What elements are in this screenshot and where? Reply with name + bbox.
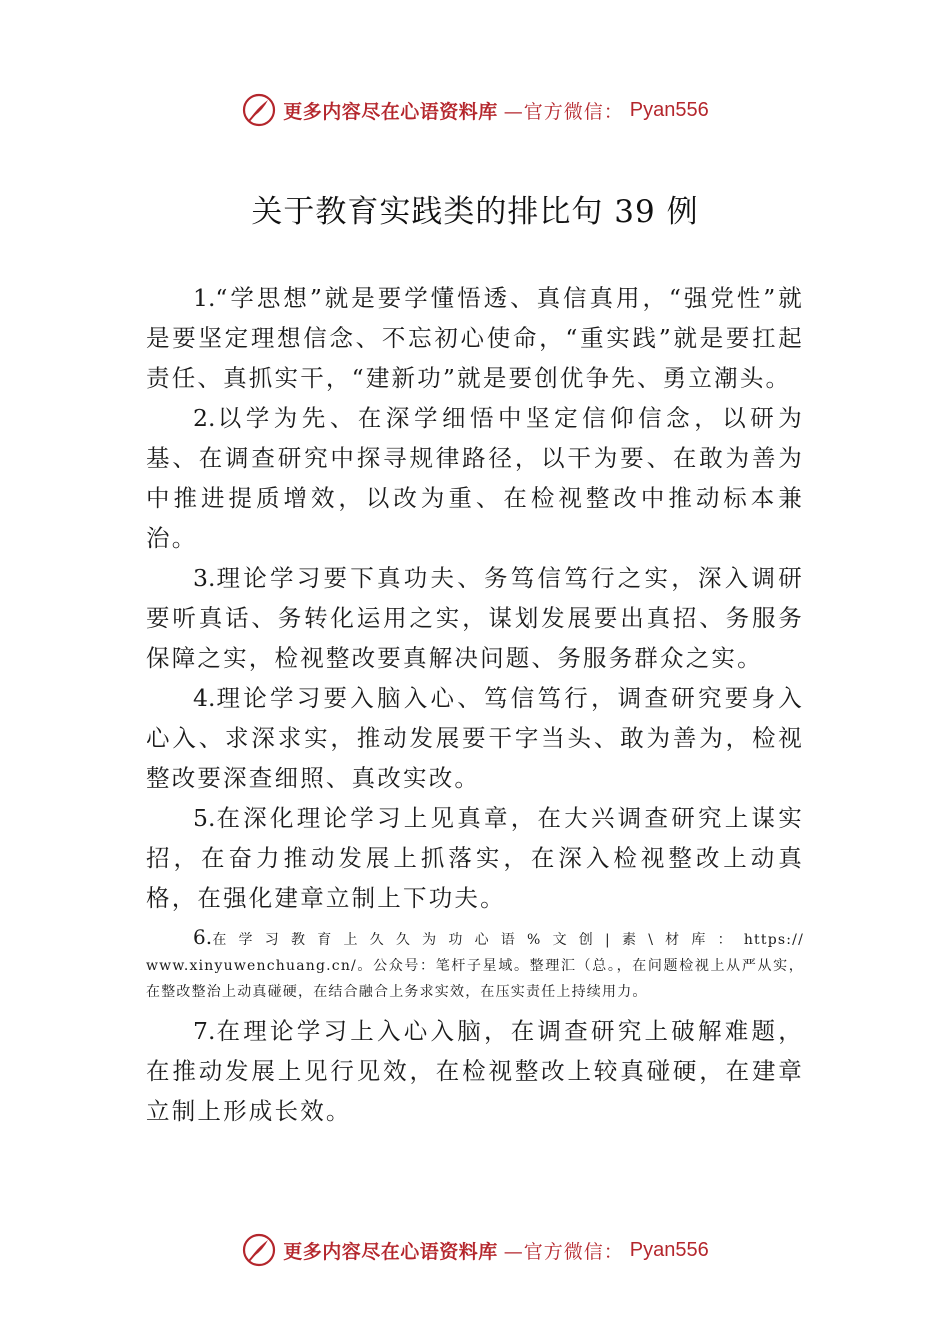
item-number: 4.	[193, 684, 216, 712]
banner-main-text: 更多内容尽在心语资料库	[283, 1240, 498, 1263]
item-text: 在深化理论学习上见真章，在大兴调查研究上谋实招，在奋力推动发展上抓落实，在深入检视整改上动真格，在强化建章立制上下功夫。	[146, 804, 804, 912]
banner-wechat-label: —官方微信：	[503, 100, 624, 123]
item-text: 理论学习要下真功夫、务笃信笃行之实，深入调研要听真话、务转化运用之实，谋划发展要出真招、务服务保障之实，检视整改要真解决问题、务服务群众之实。	[146, 564, 804, 672]
item-text: 理论学习要入脑入心、笃信笃行，调查研究要身入心入、求深求实，推动发展要干字当头、敢为善为，检视整改要深查细照、真改实改。	[146, 684, 804, 792]
quill-logo-icon	[241, 1232, 277, 1268]
list-item-watermarked	[146, 924, 804, 1005]
item-text: 在理论学习上入心入脑，在调查研究上破解难题，在推动发展上见行见效，在检视整改上较真碰硬，在建章立制上形成长效。	[146, 1017, 804, 1125]
item-number: 1.	[193, 284, 216, 312]
list-item	[146, 558, 804, 678]
item-number: 3.	[193, 564, 216, 592]
list-item	[146, 678, 804, 798]
item-number: 6.	[193, 925, 213, 949]
banner-main-text: 更多内容尽在心语资料库	[283, 100, 498, 123]
footer-banner	[0, 1232, 950, 1268]
item-text: 以学为先、在深学细悟中坚定信仰信念，以研为基、在调查研究中探寻规律路径，以干为要、在敢为善为中推进提质增效，以改为重、在检视整改中推动标本兼治。	[146, 404, 804, 552]
list-item	[146, 798, 804, 918]
item-text: “学思想”就是要学懂悟透、真信真用，“强党性”就是要坚定理想信念、不忘初心使命，“重实践”就是要扛起责任、真抓实干，“建新功”就是要创优争先、勇立潮头。	[146, 284, 804, 392]
banner-wechat-id: Pyan556	[629, 98, 709, 121]
item-number: 5.	[193, 804, 216, 832]
page-title: 关于教育实践类的排比句 39 例	[251, 194, 699, 230]
list-item	[146, 1011, 804, 1131]
item-number: 7.	[193, 1017, 216, 1045]
item-number: 2.	[193, 404, 216, 432]
item-text-spaced: 在学习教育上久久为功心语%文创|素\材库：	[212, 932, 744, 948]
document-body	[146, 278, 804, 1131]
list-item	[146, 278, 804, 398]
banner-wechat-label: —官方微信：	[503, 1240, 624, 1263]
item-text: https://www.xinyuwenchuang.cn/。公众号：笔杆子星域。整理汇（总。，在问题检视上从严从实，在整改整治上动真碰硬，在结合融合上务求实效，在压实责任上持续用力。	[146, 932, 804, 1000]
quill-logo-icon	[241, 92, 277, 128]
list-item	[146, 398, 804, 558]
banner-wechat-id: Pyan556	[629, 1238, 709, 1261]
header-banner	[0, 92, 950, 128]
